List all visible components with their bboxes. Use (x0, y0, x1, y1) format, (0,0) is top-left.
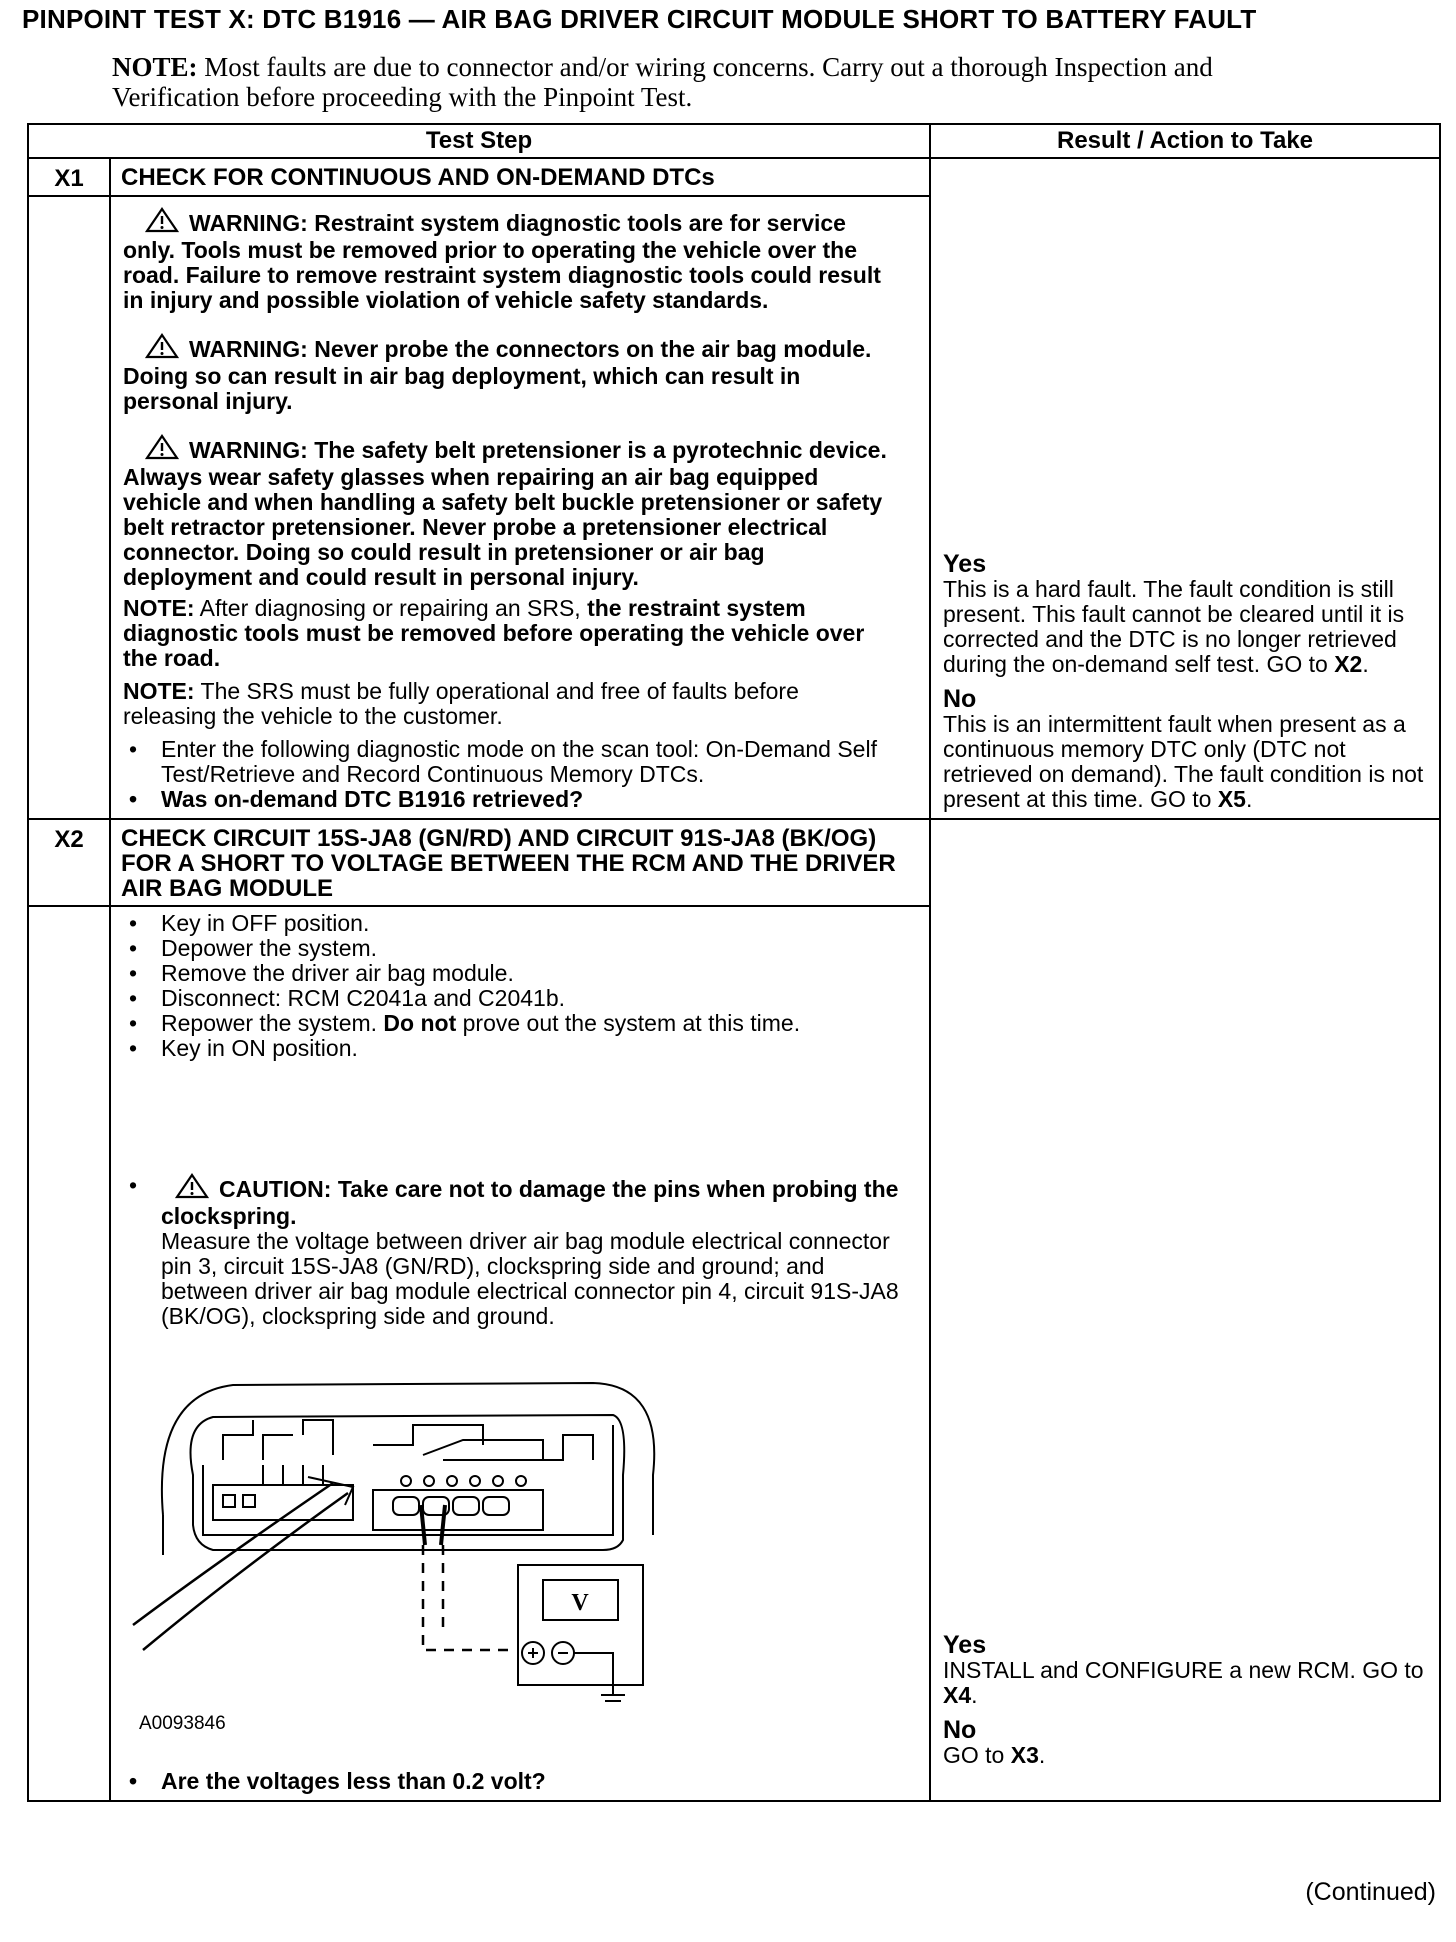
step-x2-result (930, 819, 1440, 1801)
yes-text: INSTALL and CONFIGURE a new RCM. GO to (943, 1657, 1424, 1683)
yes-label: Yes (943, 1631, 987, 1659)
no-label: No (943, 685, 977, 713)
step-id-spacer (28, 196, 110, 819)
header-test-step: Test Step (28, 124, 930, 158)
warning-triangle-icon (145, 434, 179, 465)
no-label: No (943, 1716, 977, 1744)
figure-id: A0093846 (139, 1713, 226, 1734)
warning-block (123, 333, 889, 414)
caution-list (123, 1173, 917, 1329)
continued-label: (Continued) (1305, 1878, 1436, 1906)
table-header-row (28, 124, 1440, 158)
list-item: • Enter the following diagnostic mode on the scan tool: On-Demand Self Test/Retrieve and Record Continuous Memory DTCs. (123, 737, 889, 787)
warning-triangle-icon (145, 333, 179, 364)
list-item: • Was on-demand DTC B1916 retrieved? (123, 787, 889, 812)
no-text: This is an intermittent fault when present as a continuous memory DTC only (DTC not retrieved on demand). The fault condition is not present at this time. GO to (943, 711, 1424, 812)
warning-triangle-icon (145, 207, 179, 238)
step-x2-heading-row (28, 819, 1440, 906)
warning-block (123, 434, 889, 590)
connector-measurement-illustration (123, 1365, 743, 1705)
goto-link[interactable]: X4 (943, 1682, 972, 1708)
intro-note-text: Most faults are due to connector and/or wiring concerns. Carry out a thorough Inspection and Verification before proceeding with the Pinpoint Test. (112, 52, 1213, 112)
page-title: PINPOINT TEST X: DTC B1916 — AIR BAG DRIVER CIRCUIT MODULE SHORT TO BATTERY FAULT (22, 4, 1257, 34)
warning-block (123, 207, 889, 313)
intro-note (112, 52, 1312, 112)
instruction-list (123, 911, 917, 1061)
list-item (123, 1173, 917, 1329)
pinpoint-test-table (27, 123, 1441, 1802)
step-heading: CHECK CIRCUIT 15S-JA8 (GN/RD) AND CIRCUIT 91S-JA8 (BK/OG) FOR A SHORT TO VOLTAGE BETWEEN THE RCM AND THE DRIVER AIR BAG MODULE (110, 819, 930, 906)
step-x1-body (110, 196, 930, 819)
header-result: Result / Action to Take (930, 124, 1440, 158)
warning-text: WARNING: Restraint system diagnostic tools are for service only. Tools must be removed prior to operating the vehicle over the road. Failure to remove restraint system diagnostic tools could result in injury and possible violation of vehicle safety standards. (123, 210, 881, 313)
no-action: This is an intermittent fault when present as a continuous memory DTC only (DTC not retrieved on demand). The fault condition is not present at this time. GO to X5. (943, 711, 1424, 812)
yes-text: This is a hard fault. The fault condition is still present. This fault cannot be cleared until it is corrected and the DTC is no longer retrieved during the on-demand self test. GO to (943, 576, 1405, 677)
meter-label: V (571, 1590, 589, 1616)
warning-triangle-icon (175, 1173, 209, 1204)
step-id: X1 (28, 158, 110, 196)
repower-text-end: prove out the system at this time. (456, 1010, 801, 1036)
note-text: After diagnosing or repairing an SRS, (194, 595, 588, 621)
list-item (123, 1011, 917, 1036)
measure-text: Measure the voltage between driver air bag module electrical connector pin 3, circuit 15S-JA8 (GN/RD), clockspring side and ground; and between driver air bag module electrical connector pin 4, circuit 91S-JA8 (BK/OG), clockspring side and ground. (161, 1228, 899, 1329)
step-x1-result (930, 158, 1440, 819)
goto-link[interactable]: X2 (1334, 651, 1363, 677)
yes-label: Yes (943, 550, 987, 578)
step-id: X2 (28, 819, 110, 906)
caution-text: CAUTION: Take care not to damage the pins when probing the clockspring. (161, 1176, 899, 1229)
repower-text: Repower the system. (161, 1010, 384, 1036)
list-item: • Key in ON position. (123, 1036, 917, 1061)
no-action: GO to X3. (943, 1742, 1046, 1768)
list-item: • Are the voltages less than 0.2 volt? (123, 1769, 917, 1794)
connector-diagram (123, 1365, 743, 1765)
note-block (123, 596, 889, 671)
list-item: • Disconnect: RCM C2041a and C2041b. (123, 986, 917, 1011)
no-text: GO to (943, 1742, 1011, 1768)
goto-link[interactable]: X5 (1217, 786, 1246, 812)
step-heading: CHECK FOR CONTINUOUS AND ON-DEMAND DTCs (110, 158, 930, 196)
list-item: • Key in OFF position. (123, 911, 917, 936)
note-label: NOTE: (123, 595, 195, 621)
warning-text: WARNING: Never probe the connectors on the air bag module. Doing so can result in air bag deployment, which can result in personal injury. (123, 336, 872, 414)
step-id-spacer (28, 906, 110, 1801)
list-item: • Remove the driver air bag module. (123, 961, 917, 986)
question-list (123, 1769, 917, 1794)
instruction-list (123, 737, 889, 812)
intro-note-label: NOTE: (112, 52, 198, 82)
note-label: NOTE: (123, 678, 195, 704)
step-x1-heading-row (28, 158, 1440, 196)
step-x2-body (110, 906, 930, 1801)
goto-link[interactable]: X3 (1010, 1742, 1039, 1768)
yes-action: This is a hard fault. The fault condition is still present. This fault cannot be cleared until it is corrected and the DTC is no longer retrieved during the on-demand self test. GO to X2. (943, 576, 1405, 677)
caution-block (161, 1173, 917, 1229)
note-block (123, 679, 889, 729)
warning-text: WARNING: The safety belt pretensioner is a pyrotechnic device. Always wear safety glasses when repairing an air bag equipped vehicle and when handling a safety belt buckle pretensioner or safety belt retractor pretensioner. Never probe a pretensioner electrical connector. Doing so could result in pretensioner or air bag deployment and could result in personal injury. (123, 437, 887, 590)
note-text: The SRS must be fully operational and free of faults before releasing the vehicle to the customer. (123, 678, 799, 729)
note-bold-text: the restraint system diagnostic tools must be removed before operating the vehicle over the road. (123, 595, 865, 671)
yes-action: INSTALL and CONFIGURE a new RCM. GO to X4. (943, 1657, 1424, 1708)
repower-bold: Do not (383, 1010, 457, 1036)
list-item: • Depower the system. (123, 936, 917, 961)
